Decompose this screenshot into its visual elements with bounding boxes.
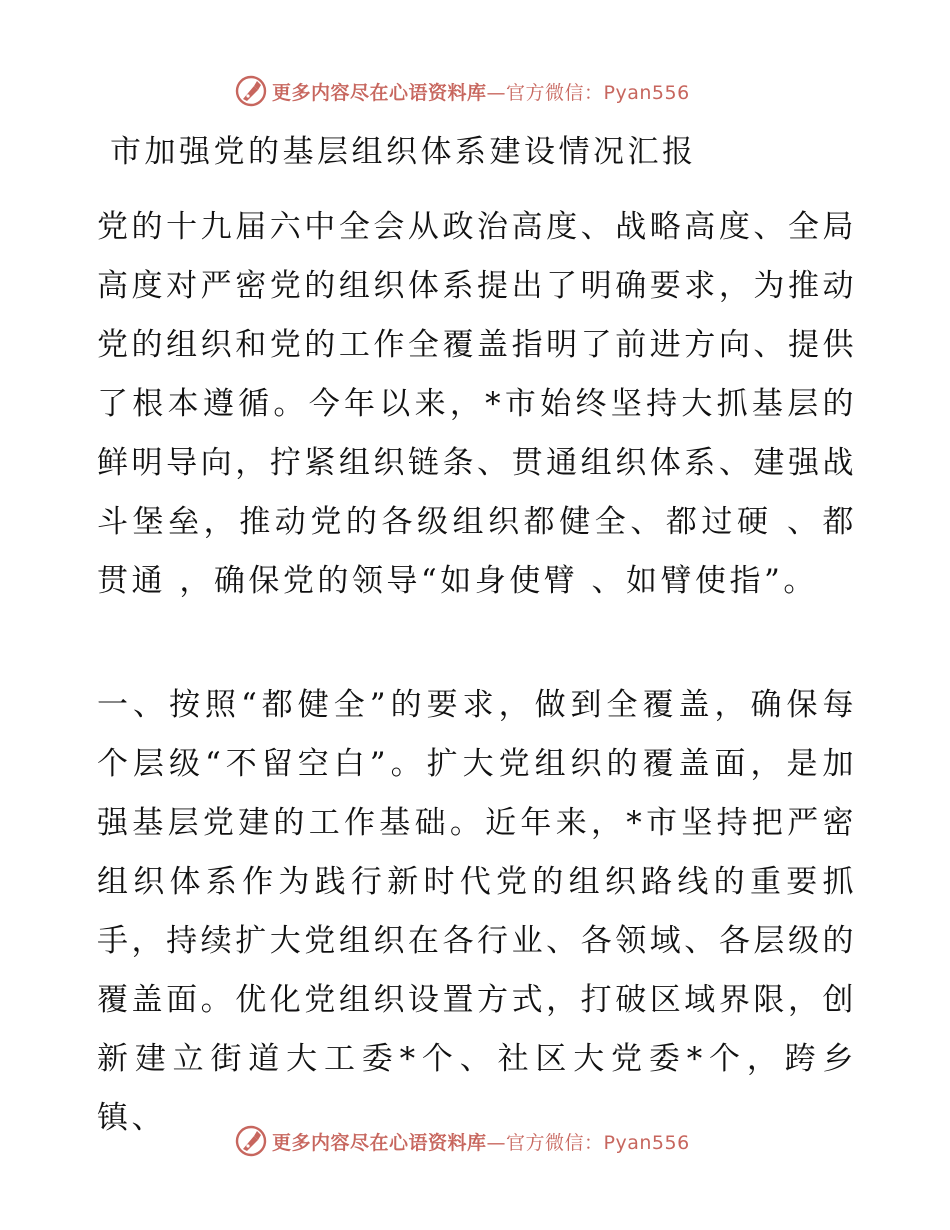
watermark-text	[272, 1128, 690, 1155]
fountain-pen-seal-icon	[234, 74, 268, 108]
watermark-separator: —	[486, 1131, 507, 1154]
fountain-pen-seal-icon	[234, 1124, 268, 1158]
document-title: 市加强党的基层组织体系建设情况汇报	[110, 134, 697, 170]
watermark-contact-label: 官方微信：	[506, 81, 604, 104]
body-paragraph-intro: 党的十九届六中全会从政治高度、战略高度、全局高度对严密党的组织体系提出了明确要求，为推动党的组织和党的工作全覆盖指明了前进方向、提供了根本遵循。今年以来，*市始终坚持大抓基层的鲜明导向，拧紧组织链条、贯通组织体系、建强战斗堡垒，推动党的各级组织都健全、都过硬 、都贯通 ，确保党的领导“如身使臂 、如臂使指”。	[97, 209, 857, 599]
watermark-contact-id: Pyan556	[603, 1131, 690, 1154]
watermark-brand: 更多内容尽在心语资料库	[272, 81, 487, 104]
watermark-contact-label: 官方微信：	[506, 1131, 604, 1154]
footer-watermark	[234, 1124, 690, 1158]
watermark-separator: —	[486, 81, 507, 104]
header-watermark	[234, 74, 690, 108]
watermark-text	[272, 78, 690, 105]
watermark-contact-id: Pyan556	[603, 81, 690, 104]
watermark-brand: 更多内容尽在心语资料库	[272, 1131, 487, 1154]
body-paragraph-section-one: 一、按照“都健全”的要求，做到全覆盖，确保每个层级“不留空白”。扩大党组织的覆盖面，是加强基层党建的工作基础。近年来，*市坚持把严密组织体系作为践行新时代党的组织路线的重要抓手，持续扩大党组织在各行业、各领域、各层级的覆盖面。优化党组织设置方式，打破区域界限，创新建立街道大工委*个、社区大党委*个，跨乡镇、	[97, 687, 857, 1136]
